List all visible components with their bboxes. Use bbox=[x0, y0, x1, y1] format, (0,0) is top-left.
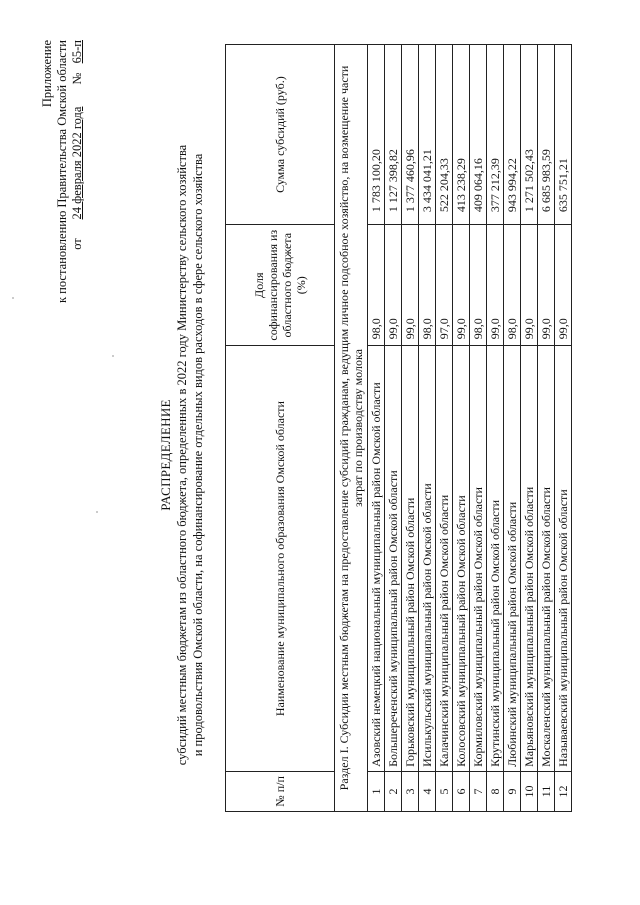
table-row bbox=[385, 45, 402, 812]
appendix-block bbox=[40, 40, 85, 303]
table-row bbox=[453, 45, 470, 812]
row-share: 99,0 bbox=[521, 225, 538, 346]
header-name: Наименование муниципального образования Омской области bbox=[226, 346, 335, 772]
row-share: 98,0 bbox=[419, 225, 436, 346]
row-num: 1 bbox=[368, 771, 385, 811]
row-share: 99,0 bbox=[555, 225, 572, 346]
row-num: 11 bbox=[538, 771, 555, 811]
header-sum: Сумма субсидий (руб.) bbox=[226, 45, 335, 225]
row-name: Большереченский муниципальный район Омской области bbox=[385, 346, 402, 772]
row-name: Горьковский муниципальный район Омской области bbox=[402, 346, 419, 772]
section-row bbox=[335, 45, 368, 812]
row-name: Калачинский муниципальный район Омской области bbox=[436, 346, 453, 772]
table-row bbox=[538, 45, 555, 812]
row-share: 99,0 bbox=[402, 225, 419, 346]
row-name: Исилькульский муниципальный район Омской области bbox=[419, 346, 436, 772]
row-sum: 635 751,21 bbox=[555, 45, 572, 225]
row-num: 2 bbox=[385, 771, 402, 811]
row-name: Москаленский муниципальный район Омской области bbox=[538, 346, 555, 772]
row-sum: 413 238,29 bbox=[453, 45, 470, 225]
row-sum: 943 994,22 bbox=[504, 45, 521, 225]
document-heading bbox=[158, 85, 206, 825]
table-row bbox=[521, 45, 538, 812]
row-share: 99,0 bbox=[487, 225, 504, 346]
row-num: 7 bbox=[470, 771, 487, 811]
row-sum: 1 127 398,82 bbox=[385, 45, 402, 225]
row-sum: 6 685 983,59 bbox=[538, 45, 555, 225]
document-title: РАСПРЕДЕЛЕНИЕ bbox=[158, 399, 173, 511]
table-row bbox=[368, 45, 385, 812]
appendix-resolution: к постановлению Правительства Омской области bbox=[55, 40, 69, 304]
row-sum: 377 212,39 bbox=[487, 45, 504, 225]
table-row bbox=[470, 45, 487, 812]
row-share: 98,0 bbox=[504, 225, 521, 346]
distribution-table bbox=[225, 44, 572, 812]
appendix-date-line bbox=[70, 40, 85, 303]
header-share: Доля софинансирования из областного бюджета (%) bbox=[226, 225, 335, 346]
appendix-no-label: № bbox=[70, 72, 84, 85]
row-num: 12 bbox=[555, 771, 572, 811]
row-name: Азовский немецкий национальный муниципальный район Омской области bbox=[368, 346, 385, 772]
row-share: 99,0 bbox=[453, 225, 470, 346]
row-sum: 409 064,16 bbox=[470, 45, 487, 225]
row-name: Любинский муниципальный район Омской области bbox=[504, 346, 521, 772]
row-num: 6 bbox=[453, 771, 470, 811]
table-row bbox=[555, 45, 572, 812]
row-sum: 1 783 100,20 bbox=[368, 45, 385, 225]
scan-speck bbox=[12, 297, 14, 299]
row-name: Называевский муниципальный район Омской области bbox=[555, 346, 572, 772]
row-num: 4 bbox=[419, 771, 436, 811]
row-name: Крутинский муниципальный район Омской области bbox=[487, 346, 504, 772]
row-name: Колосовский муниципальный район Омской области bbox=[453, 346, 470, 772]
section-title: Раздел I. Субсидии местным бюджетам на предоставление субсидий гражданам, ведущим личное подсобное хозяйство, на возмещение части затрат по производству молока bbox=[335, 45, 368, 812]
row-share: 99,0 bbox=[538, 225, 555, 346]
row-share: 99,0 bbox=[385, 225, 402, 346]
appendix-number: 65-п bbox=[70, 40, 84, 64]
appendix-label: Приложение bbox=[40, 40, 54, 108]
row-sum: 1 377 460,96 bbox=[402, 45, 419, 225]
table-row bbox=[419, 45, 436, 812]
row-num: 8 bbox=[487, 771, 504, 811]
row-num: 10 bbox=[521, 771, 538, 811]
row-share: 98,0 bbox=[470, 225, 487, 346]
row-sum: 1 271 502,43 bbox=[521, 45, 538, 225]
appendix-date: 24 февраля 2022 года bbox=[70, 106, 84, 220]
row-name: Кормиловский муниципальный район Омской области bbox=[470, 346, 487, 772]
row-name: Марьяновский муниципальный район Омской области bbox=[521, 346, 538, 772]
row-num: 5 bbox=[436, 771, 453, 811]
table-row bbox=[487, 45, 504, 812]
scan-speck bbox=[96, 511, 98, 513]
row-share: 97,0 bbox=[436, 225, 453, 346]
row-num: 9 bbox=[504, 771, 521, 811]
row-share: 98,0 bbox=[368, 225, 385, 346]
row-sum: 3 434 041,21 bbox=[419, 45, 436, 225]
scan-speck bbox=[112, 355, 114, 357]
document-subtitle-line2: и продовольствия Омской области, на софинансирование отдельных видов расходов в сфере сельского хозяйства bbox=[191, 153, 205, 757]
table-row bbox=[402, 45, 419, 812]
row-num: 3 bbox=[402, 771, 419, 811]
header-num: № п/п bbox=[226, 771, 335, 811]
appendix-from: от bbox=[70, 238, 84, 250]
document-subtitle-line1: субсидий местным бюджетам из областного бюджета, определенных в 2022 году Министерству сельского хозяйства bbox=[175, 144, 189, 766]
row-sum: 522 204,33 bbox=[436, 45, 453, 225]
table-header-row bbox=[226, 45, 335, 812]
table-row bbox=[504, 45, 521, 812]
table-row bbox=[436, 45, 453, 812]
